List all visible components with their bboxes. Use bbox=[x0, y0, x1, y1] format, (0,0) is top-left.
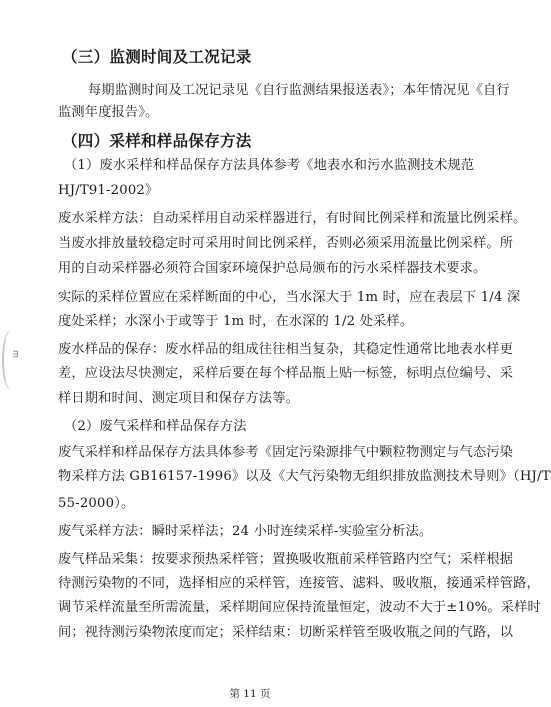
paragraph-line: HJ/T91-2002》 bbox=[58, 183, 159, 198]
paragraph-line: 废水采样方法：自动采样用自动采样器进行，有时间比例采样和流量比例采样。 bbox=[58, 211, 527, 226]
subsection-1-title: （1）废水采样和样品保存方法具体参考《地表水和污水监测技术规范 bbox=[64, 158, 475, 173]
paragraph-line: 废气采样和样品保存方法具体参考《固定污染源排气中颗粒物测定与气态污染 bbox=[58, 445, 514, 460]
section-3-line: 每期监测时间及工况记录见《自行监测结果报送表》；本年情况见《自行 bbox=[88, 83, 510, 98]
margin-mark-glyph: ш bbox=[11, 349, 22, 359]
paragraph-line: 样日期和时间、测定项目和保存方法等。 bbox=[58, 391, 299, 406]
paragraph-line: 废气采样方法：瞬时采样法；24 小时连续采样-实验室分析法。 bbox=[58, 524, 433, 539]
paragraph-line: 废水样品的保存：废水样品的组成往往相当复杂，其稳定性通常比地表水样更 bbox=[58, 342, 514, 357]
paragraph-line: 度处采样；水深小于或等于 1m 时，在水深的 1/2 处采样。 bbox=[58, 314, 414, 329]
paragraph-line: 实际的采样位置应在采样断面的中心，当水深大于 1m 时，应在表层下 1/4 深 bbox=[58, 290, 521, 305]
paragraph-line: 55-2000）。 bbox=[58, 496, 135, 511]
paragraph-line: 废气样品采集：按要求预热采样管；置换吸收瓶前采样管路内空气；采样根据 bbox=[58, 552, 514, 567]
paragraph-line: 用的自动采样器必须符合国家环境保护总局颁布的污水采样器技术要求。 bbox=[58, 261, 487, 276]
paragraph-line: 待测污染物的不同，选择相应的采样管，连接管、滤料、吸收瓶，接通采样管路， bbox=[58, 576, 540, 591]
section-3-line: 监测年度报告》。 bbox=[58, 105, 159, 120]
paragraph-line: 物采样方法 GB16157-1996》以及《大气污染物无组织排放监测技术导则》（HJ/T bbox=[58, 469, 551, 484]
page-number: 第 11 页 bbox=[229, 688, 271, 700]
paragraph-line: 当废水排放量较稳定时可采用时间比例采样，否则必须采用流量比例采样。所 bbox=[58, 236, 514, 251]
binding-margin-mark bbox=[2, 330, 20, 390]
paragraph-line: 间；视待测污染物浓度而定；采样结束：切断采样管至吸收瓶之间的气路，以 bbox=[58, 625, 514, 640]
section-3-heading: （三）监测时间及工况记录 bbox=[62, 48, 252, 66]
paragraph-line: 调节采样流量至所需流量，采样期间应保持流量恒定，波动不大于±10%。采样时 bbox=[58, 600, 541, 615]
section-4-heading: （四）采样和样品保存方法 bbox=[62, 132, 252, 150]
paragraph-line: 差，应设法尽快测定，采样后要在每个样品瓶上贴一标签，标明点位编号、采 bbox=[58, 366, 514, 381]
subsection-2-title: （2）废气采样和样品保存方法 bbox=[64, 419, 247, 434]
